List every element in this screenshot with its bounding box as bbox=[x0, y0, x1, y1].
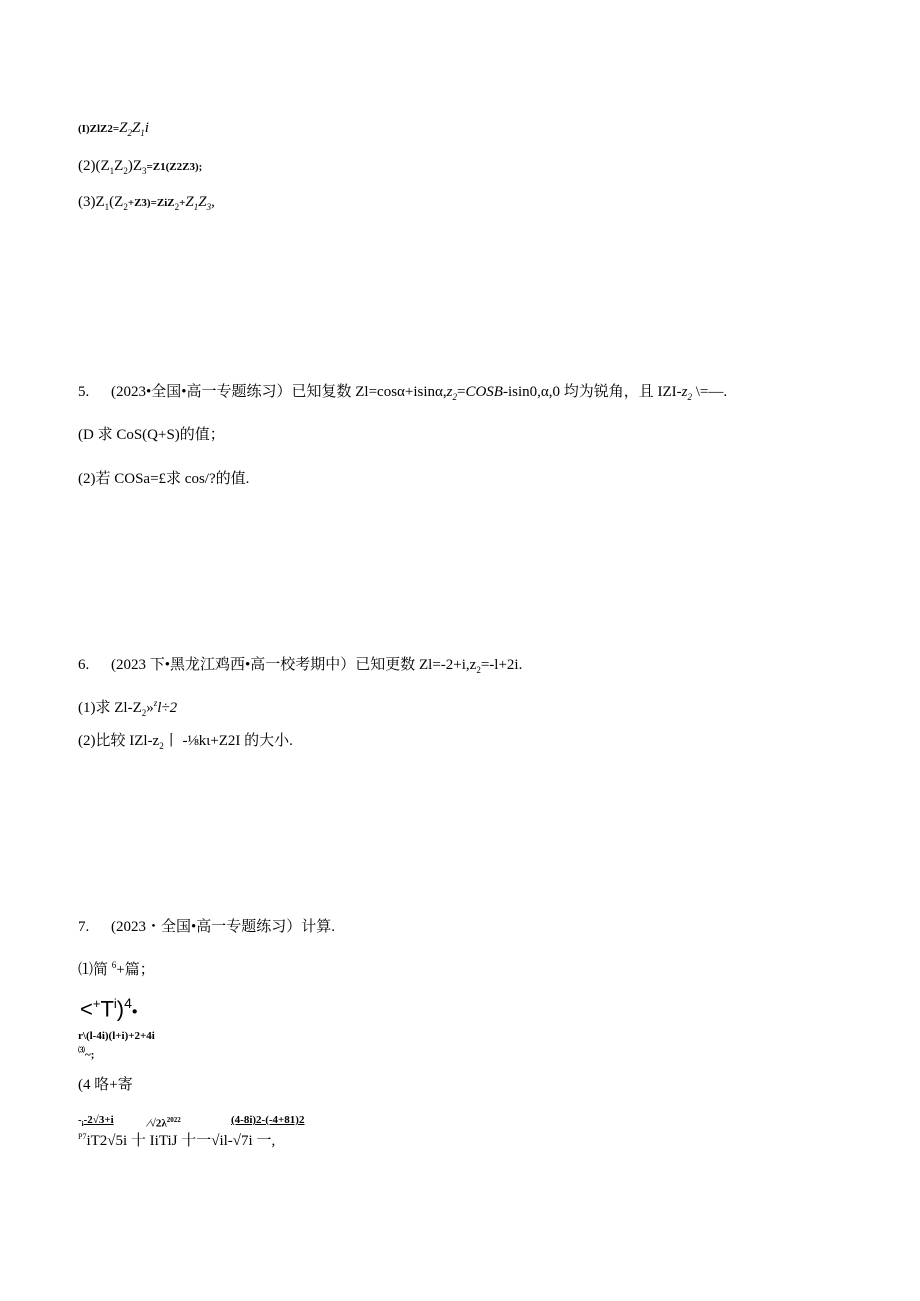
prop-line-2 bbox=[78, 157, 202, 180]
question-7-part-2-expression bbox=[80, 990, 138, 1025]
prop-line-3-e: +Z3)=ZiZ bbox=[127, 197, 175, 209]
question-7-part-1-c: +篇； bbox=[116, 962, 155, 978]
prop-line-1-sub: 2 bbox=[127, 128, 132, 138]
prop-line-3-sub5: 3 bbox=[206, 202, 212, 212]
prop-line-2-sub3: 3 bbox=[142, 166, 147, 176]
prop-line-3-sub4: 1 bbox=[193, 202, 199, 212]
question-7-part-2-exp: 4 bbox=[124, 995, 132, 1011]
question-7-text: (2023・全国•高一专题练习）计算. bbox=[111, 919, 335, 935]
question-6-number: 6. bbox=[78, 657, 90, 673]
question-7-denominator-row bbox=[78, 1128, 275, 1150]
question-5-number: 5. bbox=[78, 384, 90, 400]
question-6-part-2-sub: 2 bbox=[159, 741, 164, 751]
prop-line-3-sub2: 2 bbox=[123, 202, 128, 212]
prop-line-3-c: (Z bbox=[109, 194, 124, 210]
question-5-part-2: (2)若 COSa=£求 cos/?的值. bbox=[78, 471, 250, 487]
question-7-part-4: (4 咯+寄 bbox=[78, 1077, 133, 1093]
prop-line-2-c: Z bbox=[114, 158, 124, 174]
prop-line-2-a: (2)(Z bbox=[78, 158, 110, 174]
prop-line-3-z: Z bbox=[185, 194, 194, 210]
question-6-part-1 bbox=[78, 694, 177, 722]
prop-line-3-z2: Z bbox=[198, 194, 207, 210]
question-7-part-2-paren: ) bbox=[116, 996, 125, 1022]
question-5-cosb: COSB bbox=[465, 384, 503, 400]
prop-line-1-sub2: 1 bbox=[140, 128, 145, 138]
prop-line-3-a: (3)Z bbox=[78, 194, 105, 210]
question-7-frac-b: -2√3+i bbox=[83, 1114, 114, 1126]
question-5-sub2: 2 bbox=[687, 392, 692, 402]
question-7-frac-c-text: ∕√2λ bbox=[148, 1117, 167, 1130]
question-6-part-2-a: (2)比较 IZl-z bbox=[78, 733, 160, 749]
question-7-frac-a: - bbox=[78, 1114, 82, 1126]
prop-line-3 bbox=[78, 193, 215, 216]
question-6-part-1-sub: 2 bbox=[141, 708, 147, 718]
prop-line-1-z2: Z bbox=[131, 120, 141, 136]
question-7-denominator-7: 7 bbox=[82, 1132, 87, 1141]
question-5-sub: 2 bbox=[452, 392, 457, 402]
question-6-part-1-sup: z bbox=[153, 698, 158, 708]
question-7-stem bbox=[78, 918, 335, 936]
question-6-part-1-e: l÷2 bbox=[157, 700, 178, 716]
question-6-part-2-c: 丨 -⅛kι+Z2I 的大小. bbox=[163, 733, 293, 749]
question-5-text-b: -isin0,α,0 均为锐角，且 IZI- bbox=[502, 384, 682, 400]
prop-line-1 bbox=[78, 119, 149, 142]
question-7-denominator-text: iT2√5i 十 IiTiJ 十一√il-√7i 一, bbox=[86, 1133, 276, 1149]
question-6-part-1-a: (1)求 Zl-Z bbox=[78, 700, 142, 716]
question-7-part-2-i: i bbox=[113, 996, 117, 1011]
question-7-part-2-dot: • bbox=[131, 1003, 138, 1021]
prop-line-2-sub2: 2 bbox=[123, 166, 128, 176]
question-7-part-1-sup: 6 bbox=[111, 960, 117, 970]
question-7-frac-d: (4-8i)2-(-4+81)2 bbox=[231, 1114, 305, 1126]
question-7-part-2-lt: < bbox=[80, 996, 93, 1022]
prop-line-3-sub1: 1 bbox=[104, 202, 110, 212]
question-6-stem bbox=[78, 656, 522, 679]
question-5-text-a: (2023•全国•高一专题练习）已知复数 Zl=cosα+isinα, bbox=[111, 384, 447, 400]
question-6-part-2 bbox=[78, 732, 293, 755]
question-7-part-1-a: ⑴简 bbox=[78, 962, 112, 978]
question-7-part-2-t: T bbox=[100, 996, 114, 1022]
question-7-part-3-numerator: r\(l-4i)(l+i)+2+4i bbox=[78, 1030, 155, 1042]
prop-line-1-i: i bbox=[144, 120, 149, 136]
question-7-number: 7. bbox=[78, 919, 90, 935]
question-7-part-1 bbox=[78, 956, 155, 979]
question-7-denominator-p: P bbox=[78, 1132, 83, 1141]
question-5-z: z bbox=[446, 384, 453, 400]
question-6-part-1-c: » bbox=[146, 700, 154, 716]
question-6-text-a: (2023 下•黑龙江鸡西•高一校考期中）已知更数 Zl=-2+i,z bbox=[111, 657, 477, 673]
question-5-part-1: (D 求 CoS(Q+S)的值； bbox=[78, 427, 225, 443]
prop-line-1-label: (I)ZlZ2= bbox=[78, 123, 120, 135]
question-6-text-b: =-l+2i. bbox=[480, 657, 523, 673]
question-5-text-c: \=—. bbox=[691, 384, 728, 400]
prop-line-2-e: )Z bbox=[127, 158, 142, 174]
prop-line-3-comma: , bbox=[211, 194, 215, 210]
question-7-part-3-tilde: ~; bbox=[85, 1049, 95, 1061]
question-7-part-2-plus: + bbox=[92, 996, 101, 1011]
question-7-frac-c-sup: 2022 bbox=[166, 1116, 181, 1124]
question-6-sub: 2 bbox=[476, 665, 481, 675]
question-5-stem bbox=[78, 383, 727, 406]
question-5-z2: z bbox=[681, 384, 688, 400]
prop-line-1-z: Z bbox=[119, 120, 128, 136]
question-5-eq: = bbox=[456, 384, 466, 400]
question-7-part-3-label bbox=[78, 1044, 94, 1061]
prop-line-3-sub3: 2 bbox=[174, 202, 180, 212]
question-7-part-3-sup: ⑶ bbox=[78, 1046, 85, 1054]
prop-line-3-plus: + bbox=[179, 197, 186, 209]
question-7-frac-a-sub: i bbox=[81, 1120, 84, 1129]
prop-line-2-sub1: 1 bbox=[109, 166, 115, 176]
prop-line-2-rhs: =Z1(Z2Z3); bbox=[146, 161, 203, 173]
